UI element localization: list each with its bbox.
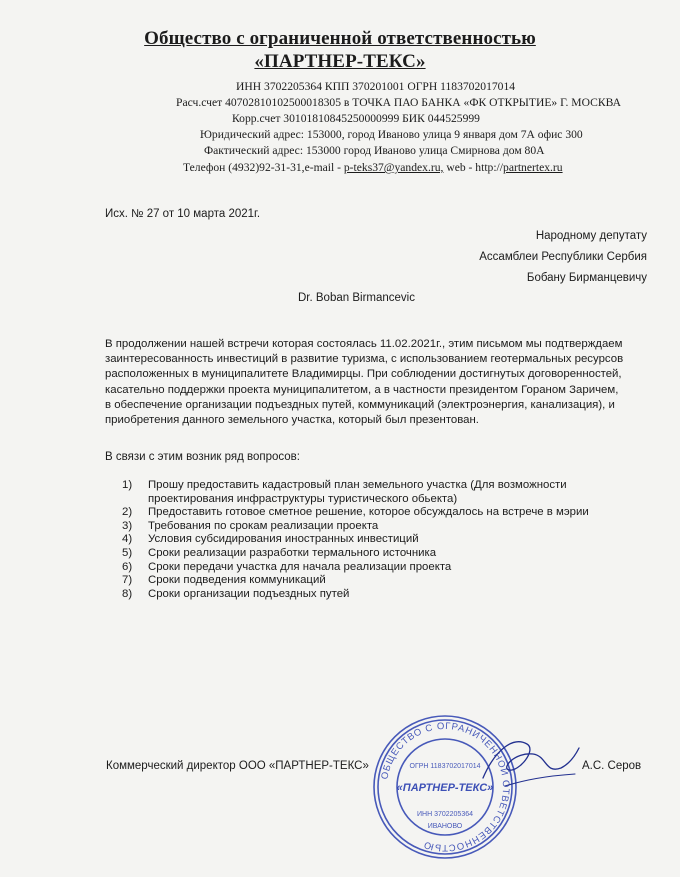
addressee-line-1: Народному депутату	[535, 230, 647, 242]
email-link[interactable]: p-teks37@yandex.ru,	[343, 161, 444, 174]
web-prefix: web - http://	[446, 161, 504, 174]
list-item-number: 3)	[122, 519, 133, 532]
list-item	[122, 520, 642, 534]
svg-text:ИВАНОВО: ИВАНОВО	[427, 823, 463, 830]
list-item-number: 1)	[122, 479, 133, 491]
list-item-text: Сроки реализации разработки термального источника	[148, 546, 437, 559]
svg-text:ИНН 3702205364: ИНН 3702205364	[416, 811, 474, 818]
company-name-line2: «ПАРТНЕР-ТЕКС»	[254, 51, 426, 72]
list-item	[122, 479, 642, 506]
handwritten-signature	[475, 730, 585, 800]
list-item-text: Сроки передачи участка для начала реализации проекта	[148, 560, 452, 573]
list-item-text: Прошу предоставить кадастровый план земельного участка (Для возможности проектирования инфраструктуры туристического обьекта)	[148, 479, 567, 505]
outgoing-reference: Исх. № 27 от 10 марта 2021г.	[105, 208, 261, 220]
web-link[interactable]: partnertex.ru	[503, 161, 563, 174]
contacts-line	[183, 161, 563, 175]
svg-text:«ПАРТНЕР-ТЕКС»: «ПАРТНЕР-ТЕКС»	[396, 782, 494, 794]
bank-account-line: Расч.счет 40702810102500018305 в ТОЧКА ПАО БАНКА «ФК ОТКРЫТИЕ» Г. МОСКВА	[176, 96, 621, 109]
salutation: Dr. Boban Birmancevic	[298, 292, 415, 304]
inn-line: ИНН 3702205364 КПП 370201001 ОГРН 1183702017014	[236, 80, 516, 93]
svg-text:ОБЩЕСТВО С ОГРАНИЧЕННОЙ ОТВЕТС: ОБЩЕСТВО С ОГРАНИЧЕННОЙ ОТВЕТСТВЕННОСТЬЮ	[379, 720, 512, 854]
questions-intro: В связи с этим возник ряд вопросов:	[105, 451, 300, 463]
list-item-number: 2)	[122, 506, 133, 519]
list-item	[122, 561, 642, 575]
addressee-line-3: Бобану Бирманцевичу	[526, 272, 647, 284]
list-item-number: 4)	[122, 533, 133, 546]
list-item-text: Сроки подведения коммуникаций	[148, 574, 326, 587]
questions-list	[122, 479, 642, 601]
list-item-text: Условия субсидирования иностранных инвестиций	[148, 533, 419, 546]
actual-address-line: Фактический адрес: 153000 город Иваново улица Смирнова дом 80А	[204, 144, 545, 157]
list-item-text: Сроки организации подъездных путей	[148, 587, 350, 600]
list-item-text: Предоставить готовое сметное решение, которое обсуждалось на встрече в мэрии	[148, 506, 589, 519]
list-item-number: 5)	[122, 546, 133, 559]
company-name-line1: Общество с ограниченной ответственностью	[144, 28, 536, 49]
phone-text: Телефон (4932)92-31-31,e-mail -	[183, 161, 341, 174]
signer-title: Коммерческий директор ООО «ПАРТНЕР-ТЕКС»	[106, 760, 369, 772]
list-item-number: 6)	[122, 560, 133, 573]
addressee-line-2: Ассамблеи Республики Сербия	[479, 251, 647, 263]
list-item	[122, 588, 642, 602]
svg-text:ОГРН 1183702017014: ОГРН 1183702017014	[409, 763, 481, 770]
legal-address-line: Юридический адрес: 153000, город Иваново улица 9 января дом 7А офис 300	[200, 128, 583, 141]
list-item	[122, 533, 642, 547]
list-item	[122, 574, 642, 588]
signer-name: А.С. Серов	[582, 760, 642, 772]
list-item	[122, 506, 642, 520]
list-item-number: 7)	[122, 574, 133, 587]
list-item-number: 8)	[122, 587, 133, 600]
list-item	[122, 547, 642, 561]
body-paragraph: В продолжении нашей встречи которая состоялась 11.02.2021г., этим письмом мы подтверждаем заинтересованность инвестиций в развитие туризма, с использованием геотермальных ресурсов расположенных в муниципалитете Владимирцы. При соблюдении достигнутых договоренностей, касательно поддержки проекта муниципалитетом, а в частности президентом Гораном Заричем, в обеспечение организации подъездных путей, коммуникаций (электроэнергия, канализация), и приобретения данного земельного участка, который был презентован.	[105, 338, 624, 427]
list-item-text: Требования по срокам реализации проекта	[148, 519, 379, 532]
correspondent-account-line: Корр.счет 30101810845250000999 БИК 044525999	[232, 112, 480, 125]
